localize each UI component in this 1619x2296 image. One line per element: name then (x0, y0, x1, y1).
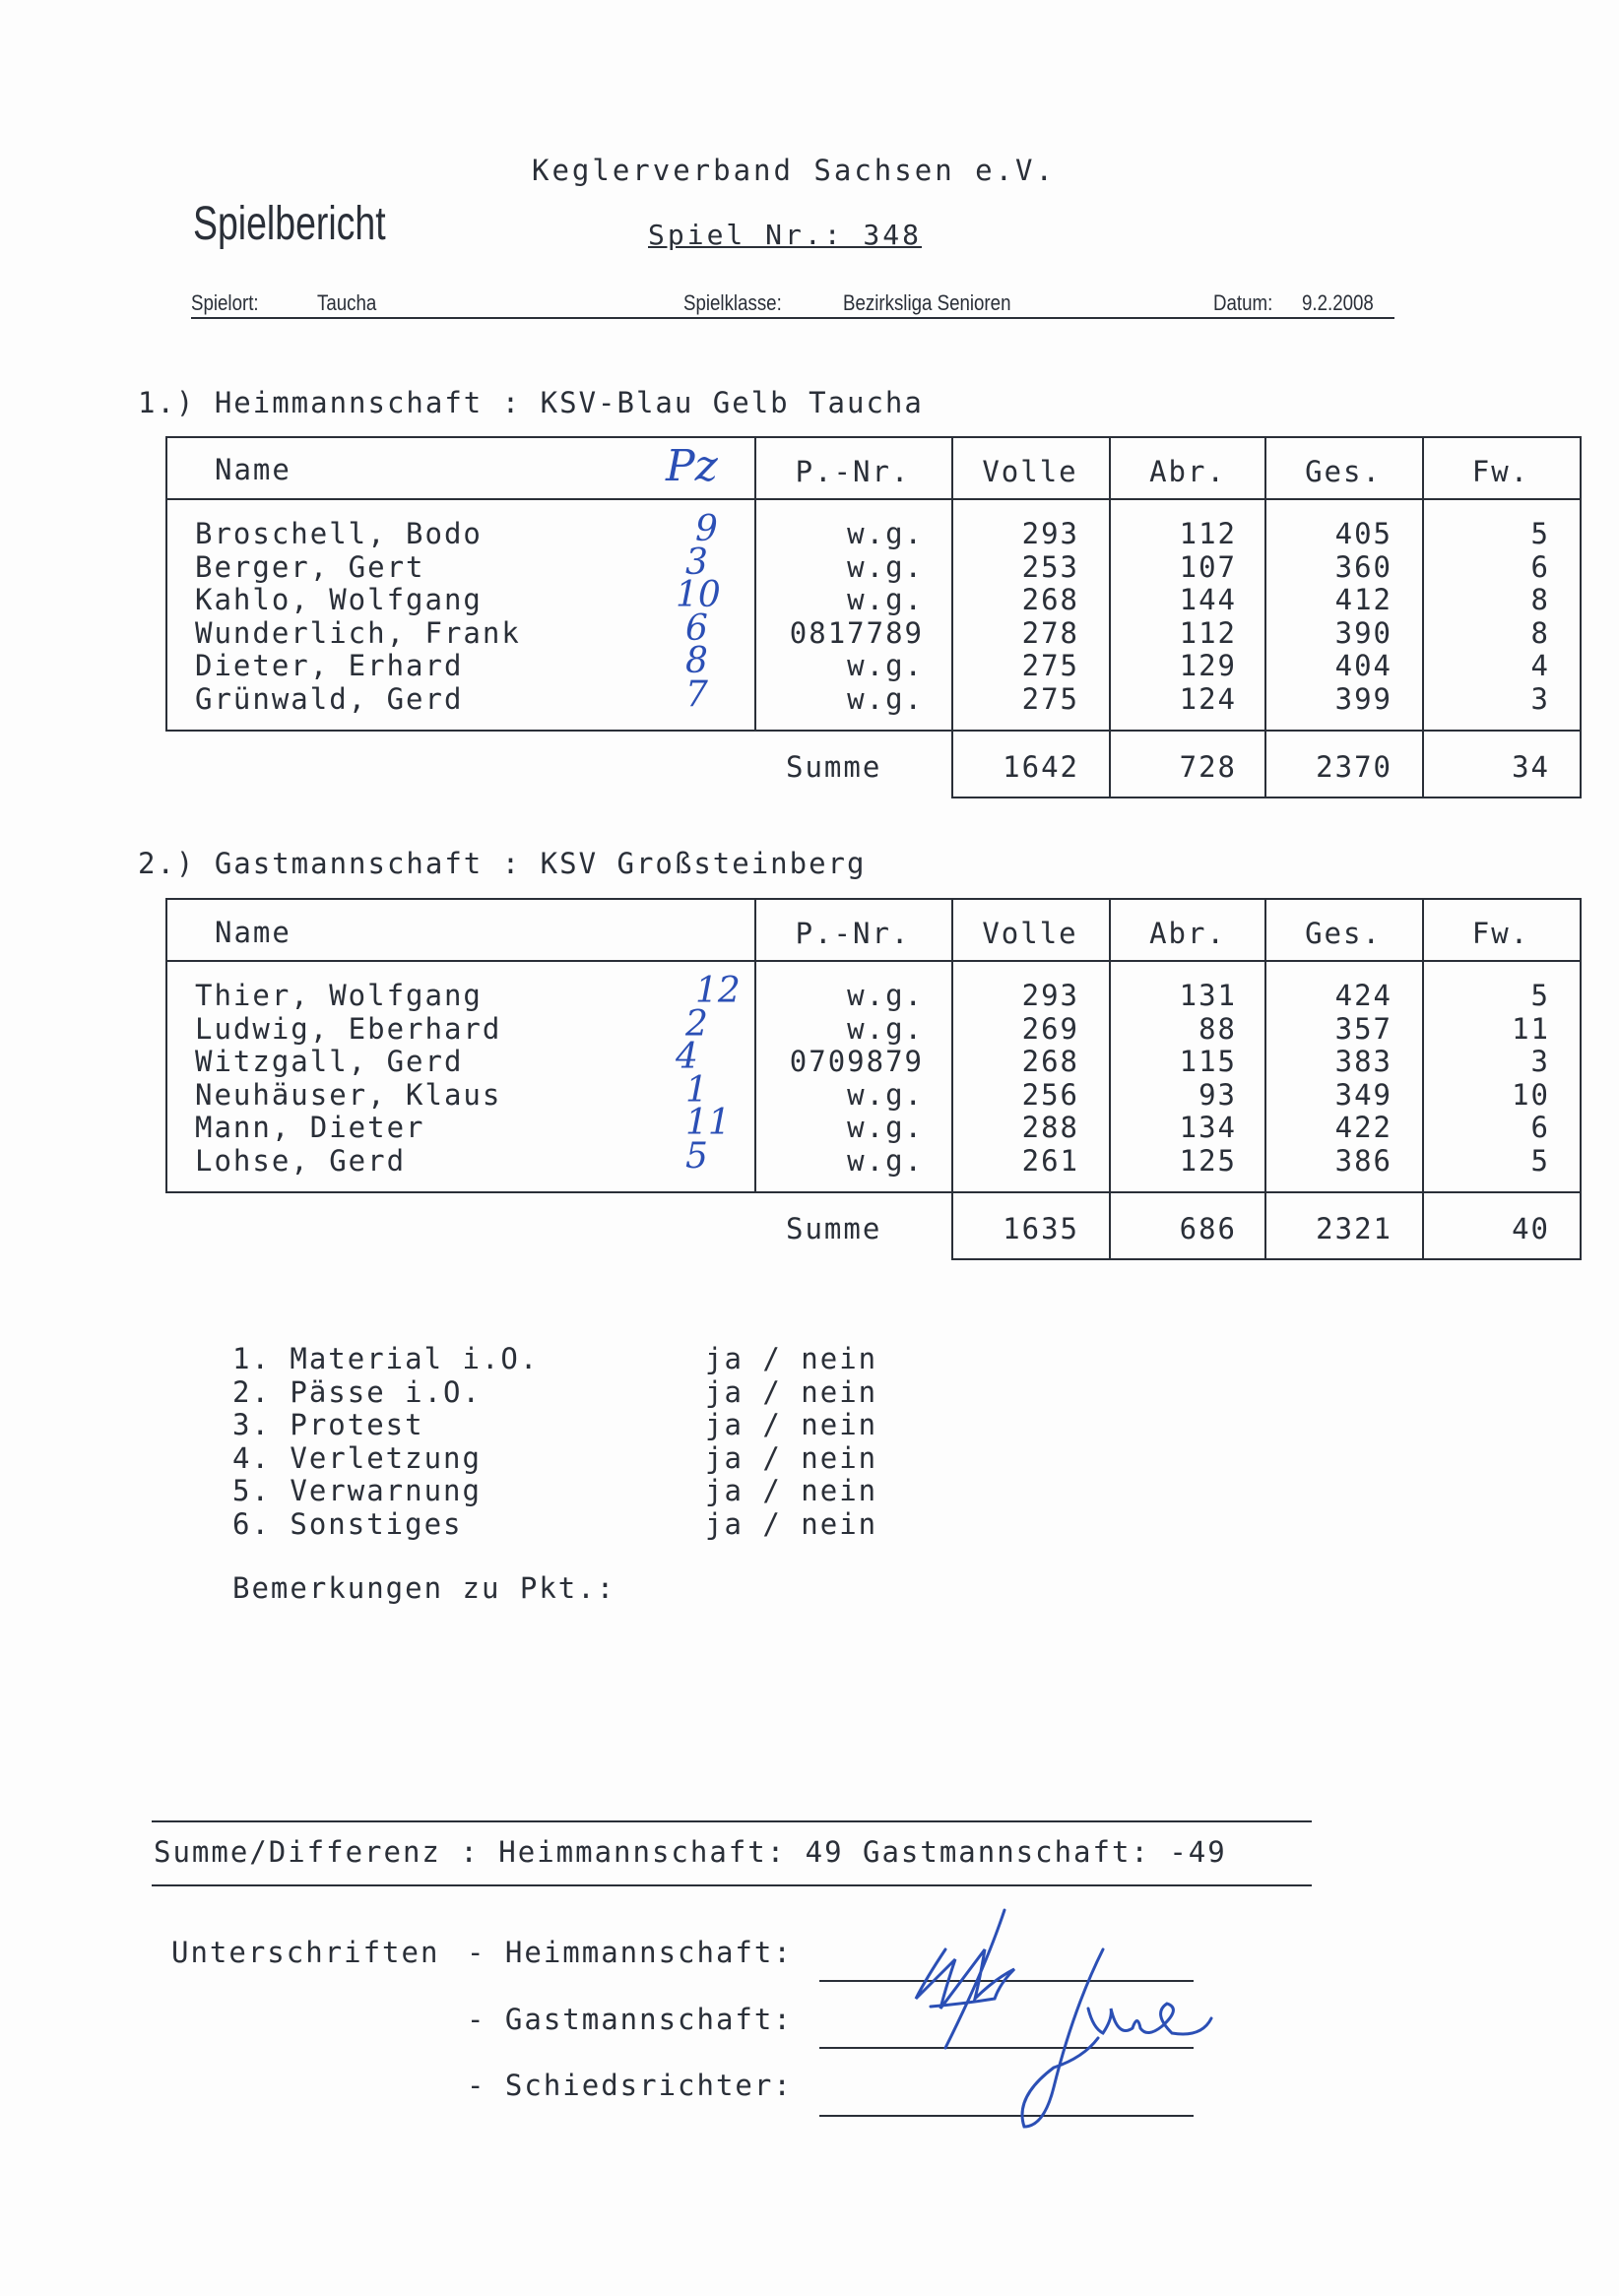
divider (1580, 732, 1582, 798)
checklist-label: 6. Sonstiges (232, 1506, 463, 1541)
player-volle: 293 (1021, 979, 1079, 1012)
date-label: Datum: (1213, 290, 1273, 315)
player-volle: 288 (1021, 1111, 1079, 1144)
col-pz-handwritten: Pz (666, 441, 718, 491)
player-name: Wunderlich, Frank (195, 615, 521, 650)
player-abr: 124 (1179, 681, 1237, 716)
player-pz-handwritten: 11 (685, 1103, 731, 1143)
player-pz-handwritten: 5 (685, 1135, 708, 1177)
col-volle: Volle (982, 917, 1078, 950)
player-ges: 390 (1334, 615, 1392, 650)
player-name: Grünwald, Gerd (195, 681, 464, 716)
player-name: Neuhäuser, Klaus (195, 1077, 502, 1112)
player-ges: 424 (1334, 979, 1392, 1012)
class-label: Spielklasse: (683, 290, 782, 315)
remarks-label: Bemerkungen zu Pkt.: (232, 1571, 616, 1605)
player-name: Witzgall, Gerd (195, 1045, 464, 1078)
summary-line: Summe/Differenz : Heimmannschaft: 49 Gastmannschaft: -49 (154, 1835, 1227, 1869)
player-abr: 134 (1179, 1111, 1237, 1144)
player-pz-handwritten: 7 (685, 673, 708, 715)
divider (951, 1258, 1582, 1260)
player-pnr: w.g. (847, 583, 924, 616)
checklist-label: 3. Protest (232, 1408, 424, 1441)
col-ges: Ges. (1305, 455, 1382, 488)
guest-sum-abr: 686 (1179, 1212, 1237, 1245)
player-fw: 5 (1530, 979, 1550, 1012)
summary-top-rule (152, 1820, 1312, 1822)
guest-sum-label: Summe (786, 1212, 882, 1245)
signature-home-label: - Heimmannschaft: (467, 1936, 793, 1969)
player-fw: 8 (1530, 615, 1550, 650)
page-title: Spielbericht (193, 198, 386, 250)
class-value: Bezirksliga Senioren (843, 290, 1011, 315)
home-sum-fw: 34 (1512, 750, 1550, 784)
checklist-label: 2. Pässe i.O. (232, 1374, 482, 1409)
player-pz-handwritten: 6 (685, 607, 708, 649)
player-abr: 144 (1179, 583, 1237, 616)
player-name: Berger, Gert (195, 549, 425, 584)
player-name: Ludwig, Eberhard (195, 1011, 502, 1046)
player-volle: 293 (1021, 517, 1079, 550)
player-abr: 129 (1179, 649, 1237, 682)
player-ges: 383 (1334, 1045, 1392, 1078)
checklist-label: 5. Verwarnung (232, 1474, 482, 1507)
meta-underline (191, 317, 1394, 319)
home-sum-ges: 2370 (1316, 750, 1392, 784)
player-abr: 88 (1198, 1011, 1237, 1046)
player-ges: 386 (1334, 1143, 1392, 1178)
guest-heading: 2.) Gastmannschaft : KSV Großsteinberg (138, 847, 867, 880)
player-fw: 10 (1512, 1077, 1550, 1112)
home-sum-abr: 728 (1179, 750, 1237, 784)
player-ges: 422 (1334, 1111, 1392, 1144)
player-pz-handwritten: 2 (685, 1003, 708, 1045)
player-pnr: w.g. (847, 1111, 924, 1144)
player-abr: 115 (1179, 1045, 1237, 1078)
player-ges: 360 (1334, 549, 1392, 584)
player-ges: 399 (1334, 681, 1392, 716)
col-ges: Ges. (1305, 917, 1382, 950)
player-fw: 6 (1530, 1111, 1550, 1144)
association-name: Keglerverband Sachsen e.V. (532, 154, 1056, 187)
signatures-label: Unterschriften (171, 1936, 440, 1969)
col-pnr: P.-Nr. (795, 917, 911, 950)
player-ges: 349 (1334, 1077, 1392, 1112)
player-fw: 4 (1530, 649, 1550, 682)
player-volle: 261 (1021, 1143, 1079, 1178)
col-pnr: P.-Nr. (795, 455, 911, 488)
player-pz-handwritten: 12 (695, 971, 741, 1011)
player-abr: 125 (1179, 1143, 1237, 1178)
player-name: Kahlo, Wolfgang (195, 583, 483, 616)
player-pz-handwritten: 8 (685, 641, 708, 681)
player-fw: 3 (1530, 1045, 1550, 1078)
player-pz-handwritten: 3 (685, 542, 708, 583)
player-name: Broschell, Bodo (195, 517, 483, 550)
player-pnr: w.g. (847, 1011, 924, 1046)
player-name: Thier, Wolfgang (195, 979, 483, 1012)
player-volle: 268 (1021, 1045, 1079, 1078)
player-fw: 6 (1530, 549, 1550, 584)
checklist-choice: ja / nein (705, 1440, 878, 1475)
divider (951, 797, 1582, 798)
player-abr: 107 (1179, 549, 1237, 584)
checklist-label: 4. Verletzung (232, 1440, 482, 1475)
guest-sum-volle: 1635 (1003, 1212, 1079, 1245)
date-value: 9.2.2008 (1302, 290, 1374, 315)
player-pnr: w.g. (847, 649, 924, 682)
divider (165, 498, 1582, 500)
player-pz-handwritten: 9 (695, 509, 718, 549)
player-ges: 357 (1334, 1011, 1392, 1046)
player-pnr: 0709879 (789, 1045, 924, 1078)
checklist-choice: ja / nein (705, 1342, 878, 1375)
player-volle: 278 (1021, 615, 1079, 650)
player-pnr: w.g. (847, 549, 924, 584)
player-pnr: w.g. (847, 681, 924, 716)
player-fw: 5 (1530, 517, 1550, 550)
checklist-choice: ja / nein (705, 1374, 878, 1409)
player-fw: 8 (1530, 583, 1550, 616)
player-pz-handwritten: 1 (685, 1069, 708, 1111)
player-fw: 11 (1512, 1011, 1550, 1046)
player-fw: 5 (1530, 1143, 1550, 1178)
player-volle: 269 (1021, 1011, 1079, 1046)
player-ges: 412 (1334, 583, 1392, 616)
player-volle: 275 (1021, 649, 1079, 682)
guest-sum-fw: 40 (1512, 1212, 1550, 1245)
col-abr: Abr. (1149, 455, 1226, 488)
player-pnr: w.g. (847, 979, 924, 1012)
guest-sum-ges: 2321 (1316, 1212, 1392, 1245)
summary-bottom-rule (152, 1884, 1312, 1886)
player-name: Lohse, Gerd (195, 1143, 407, 1178)
col-abr: Abr. (1149, 917, 1226, 950)
player-pnr: w.g. (847, 1143, 924, 1178)
signature-guest-label: - Gastmannschaft: (467, 2003, 793, 2036)
player-name: Mann, Dieter (195, 1111, 425, 1144)
checklist-choice: ja / nein (705, 1408, 878, 1441)
player-volle: 275 (1021, 681, 1079, 716)
player-abr: 131 (1179, 979, 1237, 1012)
player-volle: 268 (1021, 583, 1079, 616)
player-pnr: w.g. (847, 1077, 924, 1112)
checklist-choice: ja / nein (705, 1474, 878, 1507)
player-pz-handwritten: 4 (676, 1037, 698, 1077)
col-volle: Volle (982, 455, 1078, 488)
player-fw: 3 (1530, 681, 1550, 716)
player-volle: 253 (1021, 549, 1079, 584)
col-fw: Fw. (1471, 455, 1530, 488)
player-abr: 93 (1198, 1077, 1237, 1112)
signature-referee-label: - Schiedsrichter: (467, 2069, 793, 2102)
home-sum-label: Summe (786, 750, 882, 784)
player-volle: 256 (1021, 1077, 1079, 1112)
player-pz-handwritten: 10 (676, 575, 721, 615)
player-pnr: 0817789 (789, 615, 924, 650)
player-ges: 405 (1334, 517, 1392, 550)
venue-value: Taucha (317, 290, 377, 315)
col-name: Name (215, 453, 291, 486)
checklist-label: 1. Material i.O. (232, 1342, 540, 1375)
venue-label: Spielort: (191, 290, 259, 315)
player-name: Dieter, Erhard (195, 649, 464, 682)
home-sum-volle: 1642 (1003, 750, 1079, 784)
handwritten-signatures (886, 1890, 1241, 2146)
game-number: Spiel Nr.: 348 (648, 219, 923, 251)
col-fw: Fw. (1471, 917, 1530, 950)
player-ges: 404 (1334, 649, 1392, 682)
home-heading: 1.) Heimmannschaft : KSV-Blau Gelb Taucha (138, 386, 924, 419)
player-abr: 112 (1179, 615, 1237, 650)
col-name: Name (215, 916, 291, 949)
divider (1580, 1193, 1582, 1260)
checklist-choice: ja / nein (705, 1506, 878, 1541)
divider (165, 960, 1582, 962)
player-abr: 112 (1179, 517, 1237, 550)
player-pnr: w.g. (847, 517, 924, 550)
